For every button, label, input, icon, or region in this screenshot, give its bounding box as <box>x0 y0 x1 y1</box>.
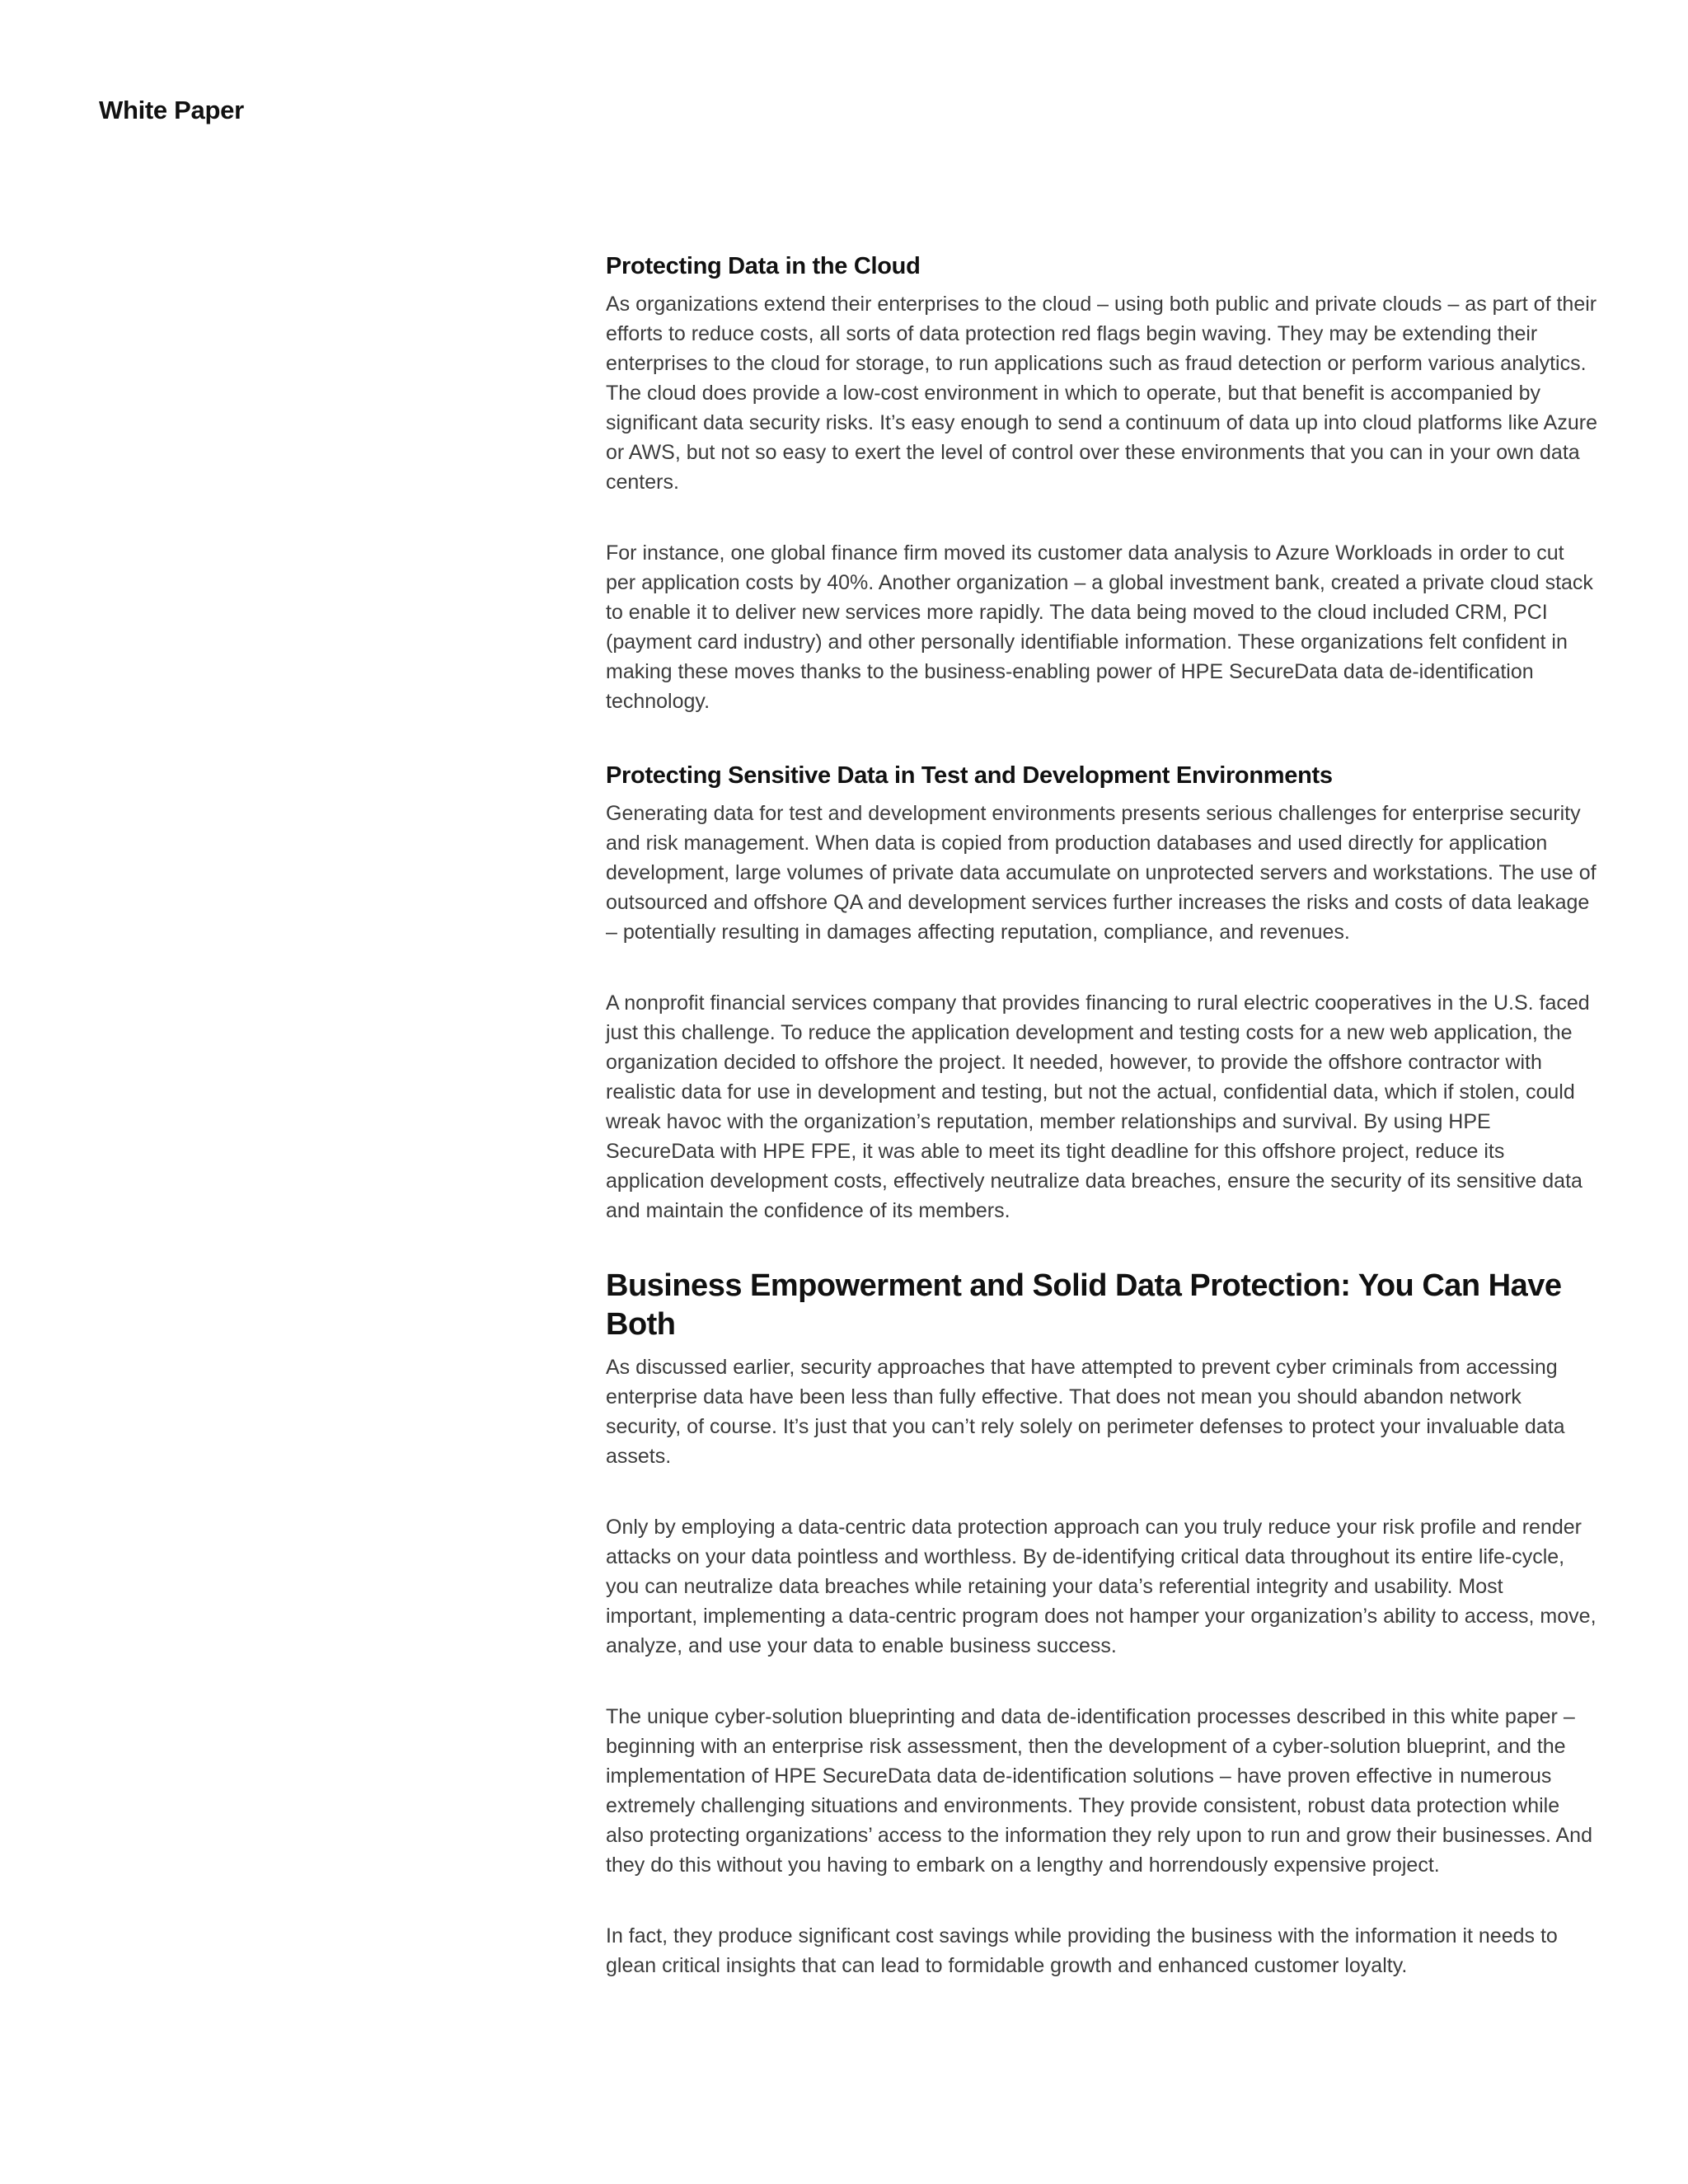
paragraph-empowerment-2: Only by employing a data-centric data protection approach can you truly reduce your risk profile and render attacks on your data pointless and worthless. By de-identifying critical data throughout its entire life-cycle, you can neutralize data breaches while retaining your data’s referential integrity and usability. Most important, implementing a data-centric program does not hamper your organization’s ability to access, move, analyze, and use your data to enable business success. <box>606 1516 1597 1657</box>
paragraph-empowerment-1: As discussed earlier, security approaches that have attempted to prevent cyber criminals from accessing enterprise data have been less than fully effective. That does not mean you should abandon network security, of course. It’s just that you can’t rely solely on perimeter defenses to protect your invaluable data assets. <box>606 1356 1565 1468</box>
document-type-label: White Paper <box>99 96 244 124</box>
main-content <box>606 251 1599 1980</box>
paragraph-empowerment-3: The unique cyber-solution blueprinting and data de-identification processes described in this white paper – beginning with an enterprise risk assessment, then the development of a cyber-solution blueprint, and the implementation of HPE SecureData data de-identification solutions – have proven effective in numerous extremely challenging situations and environments. They provide consistent, robust data protection while also protecting organizations’ access to the information they rely upon to run and grow their businesses. And they do this without you having to embark on a lengthy and horrendously expensive project. <box>606 1705 1592 1877</box>
section-heading-testdev: Protecting Sensitive Data in Test and Development Environments <box>606 762 1333 789</box>
paragraph-empowerment-4: In fact, they produce significant cost savings while providing the business with the information it needs to glean critical insights that can lead to formidable growth and enhanced customer loyalty. <box>606 1924 1558 1977</box>
paragraph-testdev-1: Generating data for test and development environments presents serious challenges for enterprise security and risk management. When data is copied from production databases and used directly for application development, large volumes of private data accumulate on unprotected servers and workstations. The use of outsourced and offshore QA and development services further increases the risks and costs of data leakage – potentially resulting in damages affecting reputation, compliance, and revenues. <box>606 802 1597 944</box>
paragraph-cloud-1: As organizations extend their enterprises to the cloud – using both public and private clouds – as part of their efforts to reduce costs, all sorts of data protection red flags begin waving. They may be extending their enterprises to the cloud for storage, to run applications such as fraud detection or perform various analytics. The cloud does provide a low-cost environment in which to operate, but that benefit is accompanied by significant data security risks. It’s easy enough to send a continuum of data up into cloud platforms like Azure or AWS, but not so easy to exert the level of control over these environments that you can in your own data centers. <box>606 293 1597 494</box>
section-heading-cloud: Protecting Data in the Cloud <box>606 253 921 279</box>
section-heading-empowerment: Business Empowerment and Solid Data Protection: You Can Have Both <box>606 1268 1562 1342</box>
paragraph-cloud-2: For instance, one global finance firm moved its customer data analysis to Azure Workloads in order to cut per application costs by 40%. Another organization – a global investment bank, created a private cloud stack to enable it to deliver new services more rapidly. The data being moved to the cloud included CRM, PCI (payment card industry) and other personally identifiable information. These organizations felt confident in making these moves thanks to the business-enabling power of HPE SecureData data de-identification technology. <box>606 541 1593 713</box>
paragraph-testdev-2: A nonprofit financial services company that provides financing to rural electric cooperatives in the U.S. faced just this challenge. To reduce the application development and testing costs for a new web application, the organization decided to offshore the project. It needed, however, to provide the offshore contractor with realistic data for use in development and testing, but not the actual, confidential data, which if stolen, could wreak havoc with the organization’s reputation, member relationships and survival. By using HPE SecureData with HPE FPE, it was able to meet its tight deadline for this offshore project, reduce its application development costs, effectively neutralize data breaches, ensure the security of its sensitive data and maintain the confidence of its members. <box>606 991 1590 1222</box>
